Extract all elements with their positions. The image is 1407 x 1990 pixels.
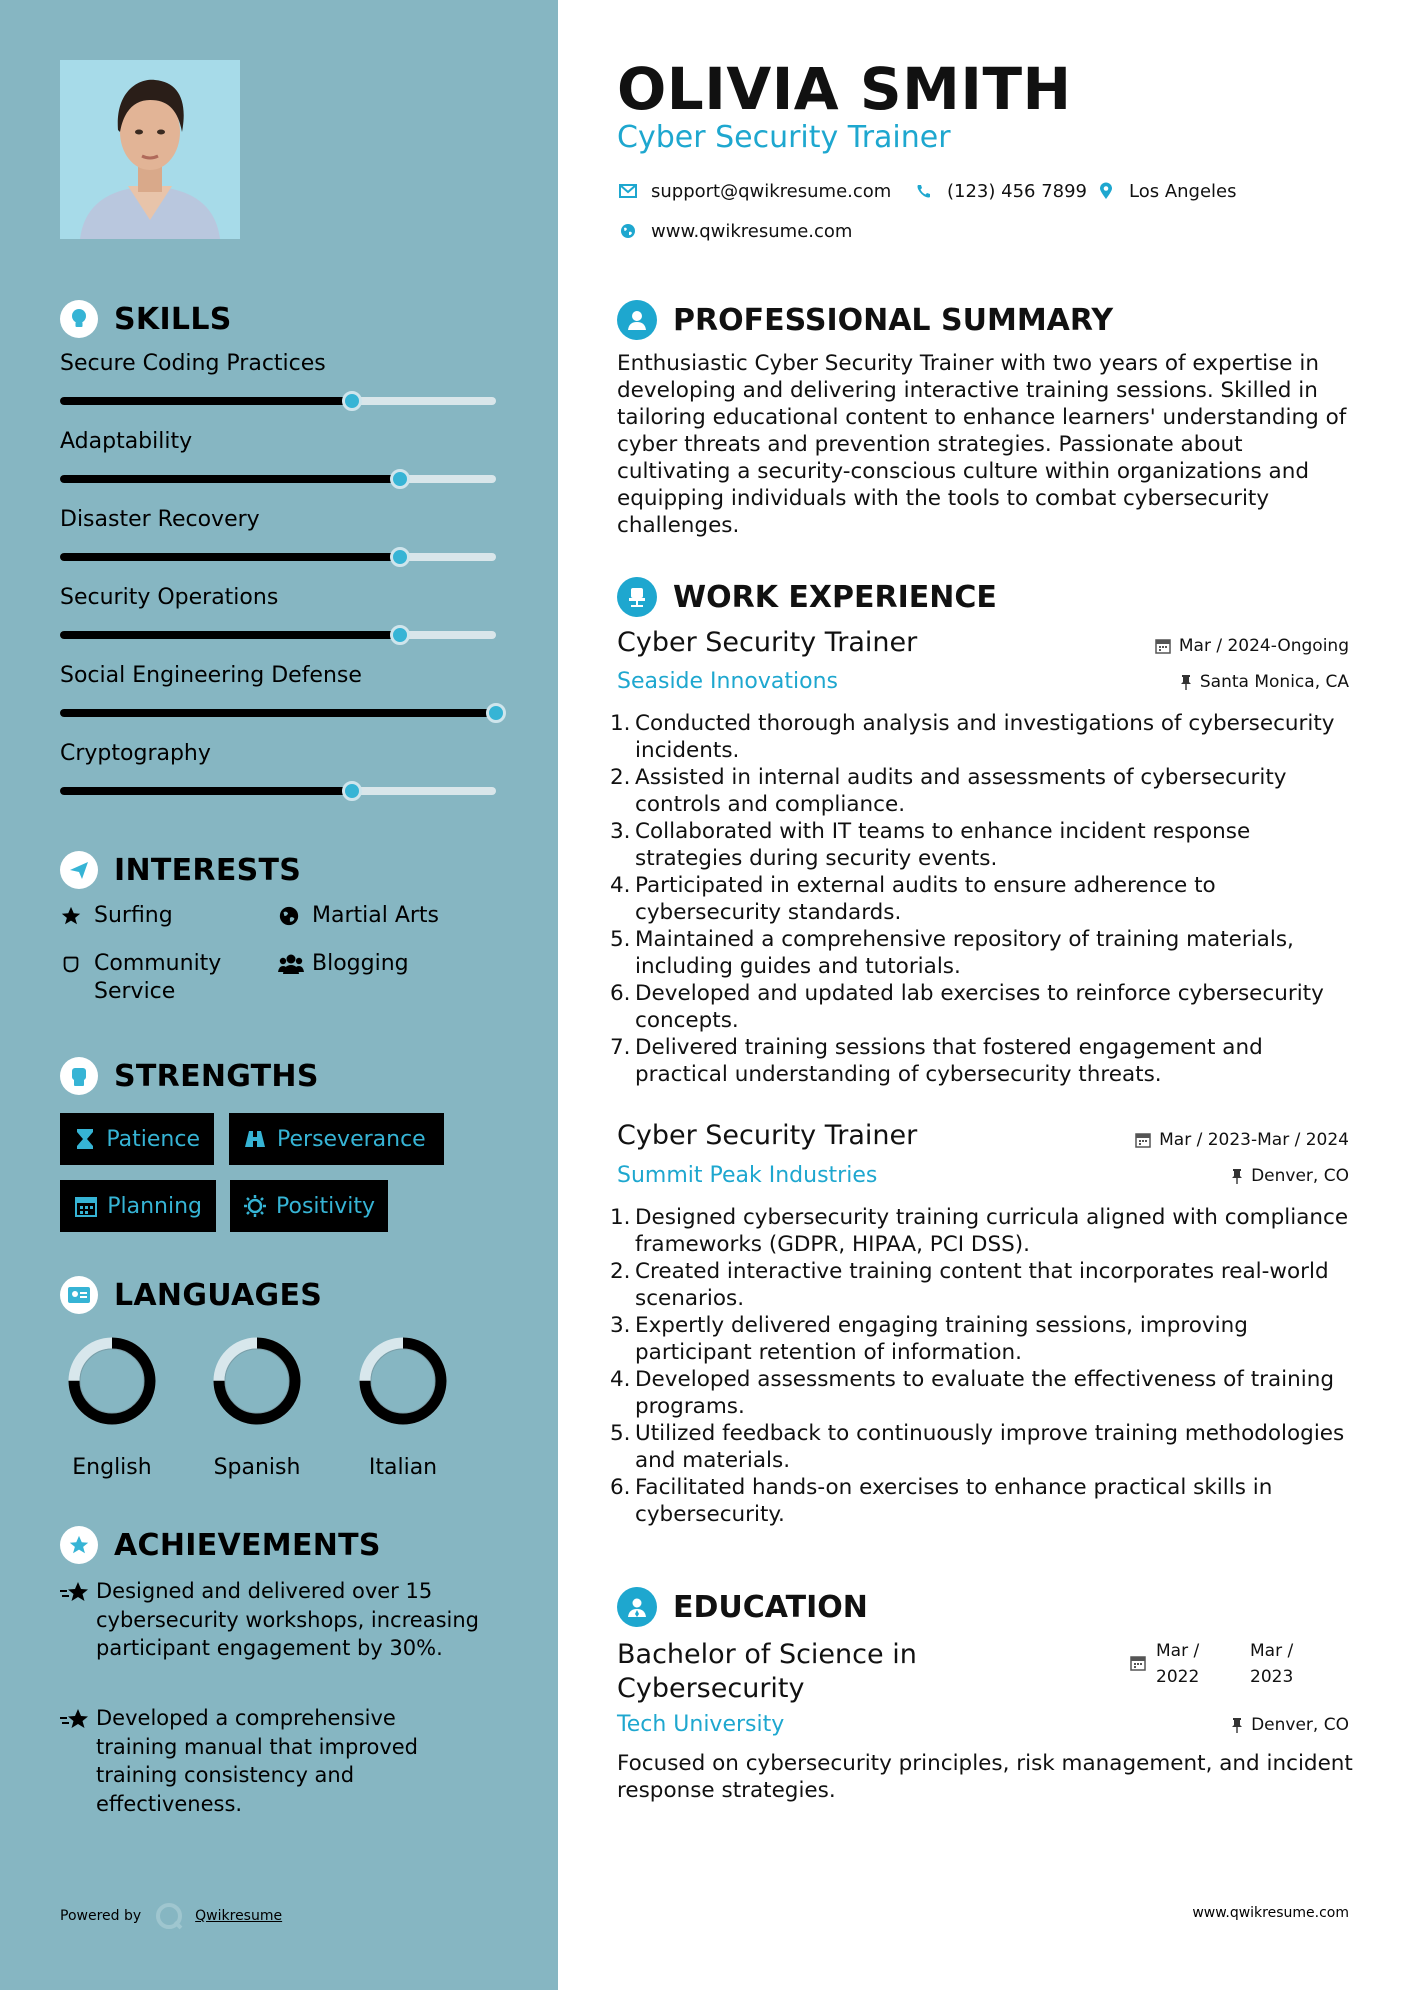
calendar-icon xyxy=(1130,1655,1146,1675)
contact-email xyxy=(617,180,891,202)
interest-item xyxy=(60,902,173,930)
responsibility-item xyxy=(610,764,1350,818)
hand-icon xyxy=(60,950,86,978)
responsibility-text: Developed assessments to evaluate the effectiveness of training programs. xyxy=(635,1367,1335,1419)
user-icon xyxy=(617,300,657,340)
item-number: 6. xyxy=(610,1475,631,1500)
strength-badge xyxy=(229,1113,444,1165)
summary-heading xyxy=(617,300,1113,340)
job-date-text: Mar / 2023-Mar / 2024 xyxy=(1159,1130,1349,1150)
candidate-role: Cyber Security Trainer xyxy=(617,120,951,155)
responsibility-text: Assisted in internal audits and assessments of cybersecurity controls and compliance. xyxy=(635,765,1287,817)
hourglass-icon xyxy=(74,1127,96,1151)
item-number: 3. xyxy=(610,819,631,844)
item-number: 2. xyxy=(610,765,631,790)
interest-label: Martial Arts xyxy=(312,903,440,928)
interest-label: Surfing xyxy=(94,903,173,928)
contact-phone xyxy=(913,180,1087,202)
strengths-title: STRENGTHS xyxy=(114,1058,319,1094)
responsibility-text: Created interactive training content that incorporates real-world scenarios. xyxy=(635,1259,1329,1311)
experience-heading xyxy=(617,577,997,617)
responsibility-item xyxy=(610,818,1350,872)
skill-name: Social Engineering Defense xyxy=(60,663,362,688)
responsibility-item xyxy=(610,1312,1350,1366)
sun-icon xyxy=(244,1194,266,1218)
language-donut xyxy=(209,1333,305,1429)
school-name: Tech University xyxy=(617,1712,785,1737)
job-responsibilities xyxy=(610,1204,1350,1528)
interest-item xyxy=(60,950,250,1006)
skill-level-bar xyxy=(60,631,496,639)
interests-title: INTERESTS xyxy=(114,852,302,888)
skill-item xyxy=(60,741,500,795)
language-item xyxy=(202,1333,312,1480)
item-number: 2. xyxy=(610,1259,631,1284)
language-name: Spanish xyxy=(213,1455,301,1480)
job-responsibilities xyxy=(610,710,1350,1088)
skill-level-bar xyxy=(60,709,496,717)
interests-heading xyxy=(60,851,301,889)
responsibility-item xyxy=(610,1258,1350,1312)
responsibility-item xyxy=(610,872,1350,926)
experience-title: WORK EXPERIENCE xyxy=(673,579,997,615)
item-number: 6. xyxy=(610,981,631,1006)
skill-level-knob xyxy=(342,391,362,411)
responsibility-text: Utilized feedback to continuously improve training methodologies and materials. xyxy=(635,1421,1345,1473)
strength-label: Planning xyxy=(107,1193,202,1219)
skill-level-fill xyxy=(60,631,400,639)
item-number: 1. xyxy=(610,711,631,736)
job-title: Cyber Security Trainer xyxy=(617,1120,918,1151)
edu-location xyxy=(1231,1715,1349,1735)
qwikresume-link[interactable]: Qwikresume xyxy=(195,1908,283,1924)
skill-item xyxy=(60,585,500,639)
paper-plane-icon xyxy=(60,851,98,889)
phone-icon xyxy=(913,180,935,202)
phone-text: (123) 456 7899 xyxy=(947,180,1088,202)
skill-level-bar xyxy=(60,475,496,483)
donut-inner-ring xyxy=(80,1349,144,1413)
edu-location-text: Denver, CO xyxy=(1251,1715,1349,1735)
location-text: Los Angeles xyxy=(1129,180,1237,202)
skill-level-bar xyxy=(60,787,496,795)
id-card-icon xyxy=(60,1276,98,1314)
job-location-text: Santa Monica, CA xyxy=(1199,672,1349,692)
summary-text: Enthusiastic Cyber Security Trainer with two years of expertise in developing and delivering interactive training sessions. Skilled in tailoring educational content to enhance learners' understanding of cyber threats and prevention strategies. Passionate about cultivating a security-conscious culture within organizations and equipping individuals with the tools to combat cybersecurity challenges. xyxy=(617,351,1347,538)
job-date-text: Mar / 2024-Ongoing xyxy=(1178,636,1349,656)
website-text[interactable]: www.qwikresume.com xyxy=(651,220,853,242)
achievement-text: Developed a comprehensive training manual that improved training consistency and effectiveness. xyxy=(96,1706,418,1816)
skill-name: Adaptability xyxy=(60,429,193,454)
job-location-text: Denver, CO xyxy=(1251,1166,1349,1186)
skill-item xyxy=(60,429,500,483)
skill-item xyxy=(60,351,500,405)
lightbulb-icon xyxy=(60,300,98,338)
shooting-star-icon xyxy=(60,1704,96,1818)
donut-inner-ring xyxy=(225,1349,289,1413)
binoculars-icon xyxy=(243,1127,267,1151)
skill-level-bar xyxy=(60,553,496,561)
language-name: English xyxy=(72,1455,152,1480)
star-icon xyxy=(60,902,86,930)
responsibility-item xyxy=(610,980,1350,1034)
strength-badge xyxy=(60,1180,216,1232)
pushpin-icon xyxy=(1180,674,1192,690)
shooting-star-icon xyxy=(60,1577,96,1663)
skill-level-knob xyxy=(390,469,410,489)
language-name: Italian xyxy=(368,1455,438,1480)
language-donut xyxy=(355,1333,451,1429)
skill-level-fill xyxy=(60,787,352,795)
skill-level-fill xyxy=(60,475,400,483)
responsibility-text: Conducted thorough analysis and investigations of cybersecurity incidents. xyxy=(635,711,1335,763)
strength-badge xyxy=(230,1180,388,1232)
donut-inner-ring xyxy=(371,1349,435,1413)
job-company: Summit Peak Industries xyxy=(617,1163,878,1188)
email-text[interactable]: support@qwikresume.com xyxy=(651,180,892,202)
job-company: Seaside Innovations xyxy=(617,669,838,694)
responsibility-text: Delivered training sessions that fostered engagement and practical understanding of cybersecurity threats. xyxy=(635,1035,1263,1087)
interest-item xyxy=(278,902,439,930)
responsibility-text: Designed cybersecurity training curricula aligned with compliance frameworks (GDPR, HIPAA, PCI DSS). xyxy=(635,1205,1349,1257)
globe-icon xyxy=(278,902,304,930)
calendar-icon xyxy=(74,1194,97,1218)
skill-name: Security Operations xyxy=(60,585,279,610)
skill-level-bar xyxy=(60,397,496,405)
responsibility-item xyxy=(610,1034,1350,1088)
skill-name: Cryptography xyxy=(60,741,211,766)
skill-level-fill xyxy=(60,397,352,405)
interest-label: Blogging xyxy=(312,951,409,976)
edu-start-year: 2022 xyxy=(1156,1667,1200,1687)
skill-item xyxy=(60,507,500,561)
responsibility-item xyxy=(610,1204,1350,1258)
item-number: 4. xyxy=(610,1367,631,1392)
item-number: 3. xyxy=(610,1313,631,1338)
strength-label: Patience xyxy=(106,1126,200,1152)
education-title: EDUCATION xyxy=(673,1589,868,1625)
responsibility-text: Maintained a comprehensive repository of training materials, including guides and tutorials. xyxy=(635,927,1294,979)
skill-name: Secure Coding Practices xyxy=(60,351,326,376)
footer-website[interactable]: www.qwikresume.com xyxy=(1192,1905,1349,1921)
edu-start-date xyxy=(1156,1638,1199,1690)
languages-heading xyxy=(60,1276,322,1314)
interest-label: Community Service xyxy=(94,951,222,1004)
achievement-item xyxy=(60,1577,480,1663)
language-donut xyxy=(64,1333,160,1429)
chair-icon xyxy=(617,577,657,617)
language-item xyxy=(57,1333,167,1480)
item-number: 7. xyxy=(610,1035,631,1060)
skill-level-knob xyxy=(486,703,506,723)
calendar-icon xyxy=(1155,638,1171,654)
interest-item xyxy=(278,950,409,978)
edu-end-month: Mar / xyxy=(1250,1641,1294,1661)
profile-photo xyxy=(60,60,240,239)
languages-title: LANGUAGES xyxy=(114,1277,323,1313)
job-date xyxy=(1155,636,1349,656)
calendar-icon xyxy=(1135,1132,1151,1148)
globe-icon xyxy=(617,220,639,242)
pushpin-icon xyxy=(1231,1168,1243,1184)
skill-level-fill xyxy=(60,709,496,717)
responsibility-item xyxy=(610,710,1350,764)
skill-item xyxy=(60,663,500,717)
graduate-icon xyxy=(617,1587,657,1627)
responsibility-item xyxy=(610,1420,1350,1474)
item-number: 4. xyxy=(610,873,631,898)
skill-name: Disaster Recovery xyxy=(60,507,260,532)
language-item xyxy=(348,1333,458,1480)
achievement-text: Designed and delivered over 15 cybersecurity workshops, increasing participant engagement by 30%. xyxy=(96,1579,479,1660)
responsibility-text: Collaborated with IT teams to enhance incident response strategies during security events. xyxy=(635,819,1251,871)
edu-end-year: 2023 xyxy=(1250,1667,1294,1687)
responsibility-item xyxy=(610,1366,1350,1420)
achievements-heading xyxy=(60,1526,381,1564)
map-pin-icon xyxy=(1095,180,1117,202)
job-location xyxy=(1231,1166,1349,1186)
achievement-item xyxy=(60,1704,480,1818)
item-number: 1. xyxy=(610,1205,631,1230)
responsibility-item xyxy=(610,926,1350,980)
responsibility-text: Developed and updated lab exercises to reinforce cybersecurity concepts. xyxy=(635,981,1324,1033)
star-badge-icon xyxy=(60,1526,98,1564)
strength-label: Perseverance xyxy=(277,1126,426,1152)
job-location xyxy=(1180,672,1349,692)
skill-level-fill xyxy=(60,553,400,561)
achievements-title: ACHIEVEMENTS xyxy=(114,1527,381,1563)
strength-badge xyxy=(60,1113,214,1165)
contact-website xyxy=(617,220,852,242)
strength-label: Positivity xyxy=(276,1193,376,1219)
responsibility-text: Facilitated hands-on exercises to enhance practical skills in cybersecurity. xyxy=(635,1475,1273,1527)
item-number: 5. xyxy=(610,1421,631,1446)
job-date xyxy=(1135,1130,1349,1150)
candidate-name: OLIVIA SMITH xyxy=(617,55,1072,123)
job-title: Cyber Security Trainer xyxy=(617,627,918,658)
powered-by xyxy=(60,1902,282,1930)
contact-location xyxy=(1095,180,1237,202)
education-heading xyxy=(617,1587,868,1627)
sidebar xyxy=(0,0,558,1990)
responsibility-text: Participated in external audits to ensure adherence to cybersecurity standards. xyxy=(635,873,1216,925)
skill-level-knob xyxy=(390,547,410,567)
users-icon xyxy=(278,950,304,978)
summary-title: PROFESSIONAL SUMMARY xyxy=(673,302,1114,338)
skills-heading xyxy=(60,300,232,338)
skills-title: SKILLS xyxy=(114,301,232,337)
envelope-icon xyxy=(617,180,639,202)
strengths-heading xyxy=(60,1057,319,1095)
pushpin-icon xyxy=(1231,1717,1243,1733)
item-number: 5. xyxy=(610,927,631,952)
skill-level-knob xyxy=(390,625,410,645)
responsibility-text: Expertly delivered engaging training sessions, improving participant retention of information. xyxy=(635,1313,1248,1365)
edu-end-date xyxy=(1250,1638,1293,1690)
degree-title: Bachelor of Science in Cybersecurity xyxy=(617,1639,917,1704)
responsibility-item xyxy=(610,1474,1350,1528)
education-description: Focused on cybersecurity principles, risk management, and incident response strategies. xyxy=(617,1751,1353,1803)
edu-start-month: Mar / xyxy=(1156,1641,1200,1661)
fist-icon xyxy=(60,1057,98,1095)
skill-level-knob xyxy=(342,781,362,801)
powered-by-label: Powered by xyxy=(60,1908,142,1924)
qwikresume-logo-icon xyxy=(155,1902,183,1930)
